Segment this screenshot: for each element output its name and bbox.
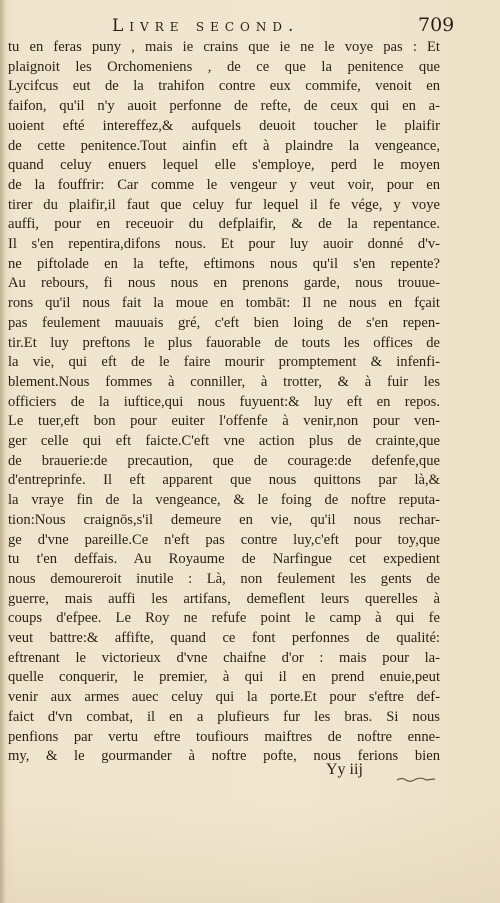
text-line: guerre, mais auffi les artifans, demeflent leurs querelles à xyxy=(8,590,440,607)
text-line: my, & le gourmander à noftre pofte, nous ferions bien xyxy=(8,748,440,765)
text-line: uoient efté intereffez,& aufquels deuoit toucher le plaifir xyxy=(8,117,440,134)
text-line: tion:Nous craignōs,s'il demeure en vie, qu'il nous rechar- xyxy=(8,511,440,528)
text-line: ne piftolade en la tefte, eftimons nous qu'il s'en repente? xyxy=(8,255,440,272)
text-line: officiers de la iuftice,qui nous fuyuent:& luy eft en repos. xyxy=(8,393,440,410)
text-line: ger celle qui eft faicte.C'eft vne action plus de crainte,que xyxy=(8,433,440,449)
text-line: de cette penitence.Tout ainfin eft à plaindre la vengeance, xyxy=(8,137,440,154)
text-line: tu en feras puny , mais ie crains que ie ne le voye pas : Et xyxy=(8,39,440,55)
text-line: quelle conquerir, le premier, à qui il en prend enuie,peut xyxy=(8,669,440,686)
text-line: quand celuy enuers lequel elle s'employe, perd le moyen xyxy=(8,157,440,174)
text-line: d'entreprinfe. Il eft apparent que nous quittons par là,& xyxy=(8,472,440,489)
page-header xyxy=(0,14,500,40)
text-line: ge d'vne pareille.Ce n'eft pas contre luy,c'eft pour toy,que xyxy=(8,531,440,548)
text-line: penfions par vertu eftre toufiours maiftres de noftre enne- xyxy=(8,728,440,745)
text-line: Lycifcus eut de la trahifon contre eux commife, venoit en xyxy=(8,78,440,95)
signature-mark: Yy iij xyxy=(326,760,363,778)
text-line: tu t'en deffais. Au Royaume de Narfingue cet expedient xyxy=(8,551,440,568)
text-line: la vie, qui eft de le faire mourir promptement & infenfi- xyxy=(8,354,440,371)
page-number: 709 xyxy=(418,14,455,36)
text-line: auffi, pour en receuoir du defplaifir, & de la repentance. xyxy=(8,216,440,233)
text-line: la vraye fin de la vengeance, & le foing de noftre reputa- xyxy=(8,492,440,509)
text-line: venir aux armes auec celuy qui la porte.Et pour s'eftre def- xyxy=(8,689,440,706)
running-head: Livre second. xyxy=(112,16,300,36)
ink-scribble-icon xyxy=(396,775,436,783)
text-line: nous demoureroit inutile : Là, non feulement les gents de xyxy=(8,570,440,587)
text-line: blement.Nous fommes à conniller, à trotter, & à fuir les xyxy=(8,373,440,390)
text-line: de brauerie:de precaution, que de courage:de defenfe,que xyxy=(8,452,440,469)
bottom-margin xyxy=(0,800,500,903)
text-line: de la fouffrir: Car comme le vengeur y veut voir, pour en xyxy=(8,176,440,193)
text-line: Le tuer,eft bon pour euiter l'offenfe à venir,non pour ven- xyxy=(8,413,440,430)
text-line: faict d'vn combat, il en a plufieurs fur les bras. Si nous xyxy=(8,708,440,725)
text-line: pas feulement mauuais gré, c'eft bien loing de s'en repen- xyxy=(8,314,440,331)
text-line: plaignoit les Orchomeniens , de ce que la penitence que xyxy=(8,58,440,75)
text-line: Il s'en repentira,difons nous. Et pour luy auoir donné d'v- xyxy=(8,236,440,252)
text-line: rons qu'il nous fait la moue en tombāt: Il ne nous en fçait xyxy=(8,295,440,312)
text-line: veut battre:& affifte, quand ce font perfonnes de qualité: xyxy=(8,630,440,646)
text-line: eftrenant le victorieux d'vne chaifne d'or : mais pour la- xyxy=(8,649,440,666)
text-line: Au rebours, fi nous nous en prenons garde, nous trouue- xyxy=(8,275,440,292)
signature-line xyxy=(0,761,500,785)
text-line: tirer du plaifir,il faut que celuy fur lequel il fe vége, y voye xyxy=(8,196,440,213)
text-line: tir.Et luy preftons le plus fauorable de touts les offices de xyxy=(8,334,440,351)
text-line: faifon, qu'il n'y auoit perfonne de refte, de ceux qui en a- xyxy=(8,98,440,115)
text-line: coups d'efpee. Le Roy ne refufe point le camp à qui fe xyxy=(8,610,440,627)
